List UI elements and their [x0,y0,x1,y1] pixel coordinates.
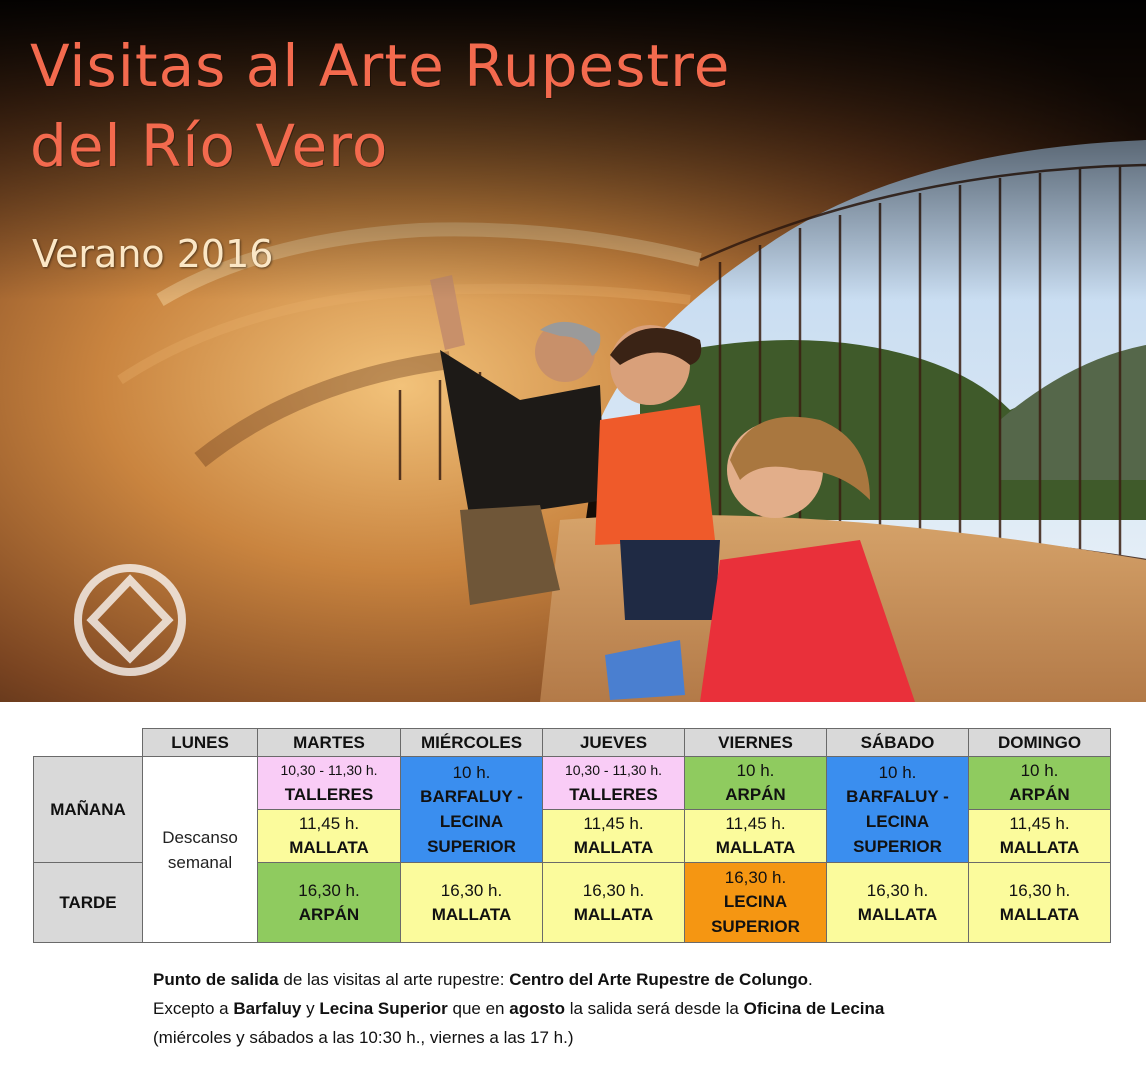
cell-time: 16,30 h. [866,880,929,900]
monday-rest-line2: semanal [167,852,233,872]
notes-text: . [807,970,813,989]
cell-time: 11,45 h. [298,814,360,833]
cell-place-line2: SUPERIOR [711,917,800,936]
cell-martes-morning-2 [258,810,401,863]
row-header-morning: MAÑANA [34,757,143,863]
cell-time: 16,30 h. [440,880,503,900]
cell-viernes-afternoon [685,863,827,943]
cell-place: MALLATA [573,904,654,924]
cell-time: 10,30 - 11,30 h. [280,762,378,778]
day-header-miercoles: MIÉRCOLES [401,729,543,757]
cell-place-line1: BARFALUY - [846,786,949,806]
day-header-lunes: LUNES [143,729,258,757]
departure-notes [153,965,1113,1052]
cell-time: 16,30 h. [582,880,645,900]
poster-title-line-2: del Río Vero [30,112,389,180]
cell-place: MALLATA [999,838,1080,857]
day-header-sabado: SÁBADO [827,729,969,757]
cell-time: 11,45 h. [725,814,786,833]
notes-departure-label: Punto de salida [153,970,279,989]
cell-place-line3: SUPERIOR [427,836,516,856]
notes-month: agosto [509,999,565,1018]
notes-text: de las visitas al arte rupestre: [278,970,510,989]
cell-place-line1: BARFALUY - [420,786,523,806]
cell-time: 11,45 h. [1009,814,1070,833]
cell-place-line3: SUPERIOR [853,836,942,856]
schedule-header-row [34,729,1111,757]
monday-rest-line1: Descanso [162,827,238,847]
cell-place: ARPÁN [298,904,360,924]
cell-place: MALLATA [573,838,654,857]
cell-place: ARPÁN [1009,785,1070,804]
notes-text: y [301,999,320,1018]
notes-text: Excepto a [153,999,234,1018]
schedule-table [33,728,1111,943]
cell-viernes-morning-1 [685,757,827,810]
cell-place: MALLATA [289,838,369,857]
cell-time: 16,30 h. [724,868,787,887]
cell-time: 10,30 - 11,30 h. [564,762,663,778]
cell-martes-afternoon [258,863,401,943]
cell-jueves-afternoon [543,863,685,943]
cell-sabado-afternoon [827,863,969,943]
notes-line-2 [153,994,1113,1023]
cell-domingo-morning-1 [969,757,1111,810]
cell-jueves-morning-2 [543,810,685,863]
cell-place: MALLATA [857,904,938,924]
day-header-viernes: VIERNES [685,729,827,757]
cell-sabado-morning [827,757,969,863]
poster-title-line-1: Visitas al Arte Rupestre [30,32,731,100]
cell-viernes-morning-2 [685,810,827,863]
cell-domingo-morning-2 [969,810,1111,863]
row-header-afternoon: TARDE [34,863,143,943]
cell-miercoles-afternoon [401,863,543,943]
cell-time: 10 h. [878,762,917,782]
cell-place-line1: LECINA [723,892,788,911]
cell-time: 16,30 h. [1008,880,1071,900]
cell-time: 10 h. [1020,761,1059,780]
cell-martes-morning-1 [258,757,401,810]
cell-time: 16,30 h. [298,880,360,900]
table-corner [34,729,143,757]
cell-place: TALLERES [284,785,374,804]
cell-time: 10 h. [452,762,491,782]
cell-place: MALLATA [715,838,796,857]
day-header-jueves: JUEVES [543,729,685,757]
world-heritage-emblem-icon [72,562,188,678]
poster-subtitle: Verano 2016 [32,232,274,276]
cell-place: MALLATA [999,904,1080,924]
cell-domingo-afternoon [969,863,1111,943]
cell-place-line2: LECINA [865,811,930,831]
cell-place-line2: LECINA [439,811,504,831]
notes-lecina-superior: Lecina Superior [319,999,448,1018]
notes-line-1 [153,965,1113,994]
day-header-martes: MARTES [258,729,401,757]
cell-miercoles-morning [401,757,543,863]
cell-time: 11,45 h. [583,814,644,833]
notes-text: la salida será desde la [564,999,744,1018]
notes-line-3: (miércoles y sábados a las 10:30 h., viernes a las 17 h.) [153,1028,574,1047]
notes-centre-name: Centro del Arte Rupestre de Colungo [509,970,808,989]
monday-rest-cell [143,757,258,943]
cell-place: MALLATA [431,904,512,924]
cell-place: ARPÁN [725,785,786,804]
cell-jueves-morning-1 [543,757,685,810]
notes-text: que en [447,999,510,1018]
day-header-domingo: DOMINGO [969,729,1111,757]
notes-barfaluy: Barfaluy [233,999,302,1018]
cell-place: TALLERES [569,785,658,804]
notes-office-name: Oficina de Lecina [743,999,885,1018]
cell-time: 10 h. [736,761,775,780]
schedule-row-morning-1 [34,757,1111,810]
